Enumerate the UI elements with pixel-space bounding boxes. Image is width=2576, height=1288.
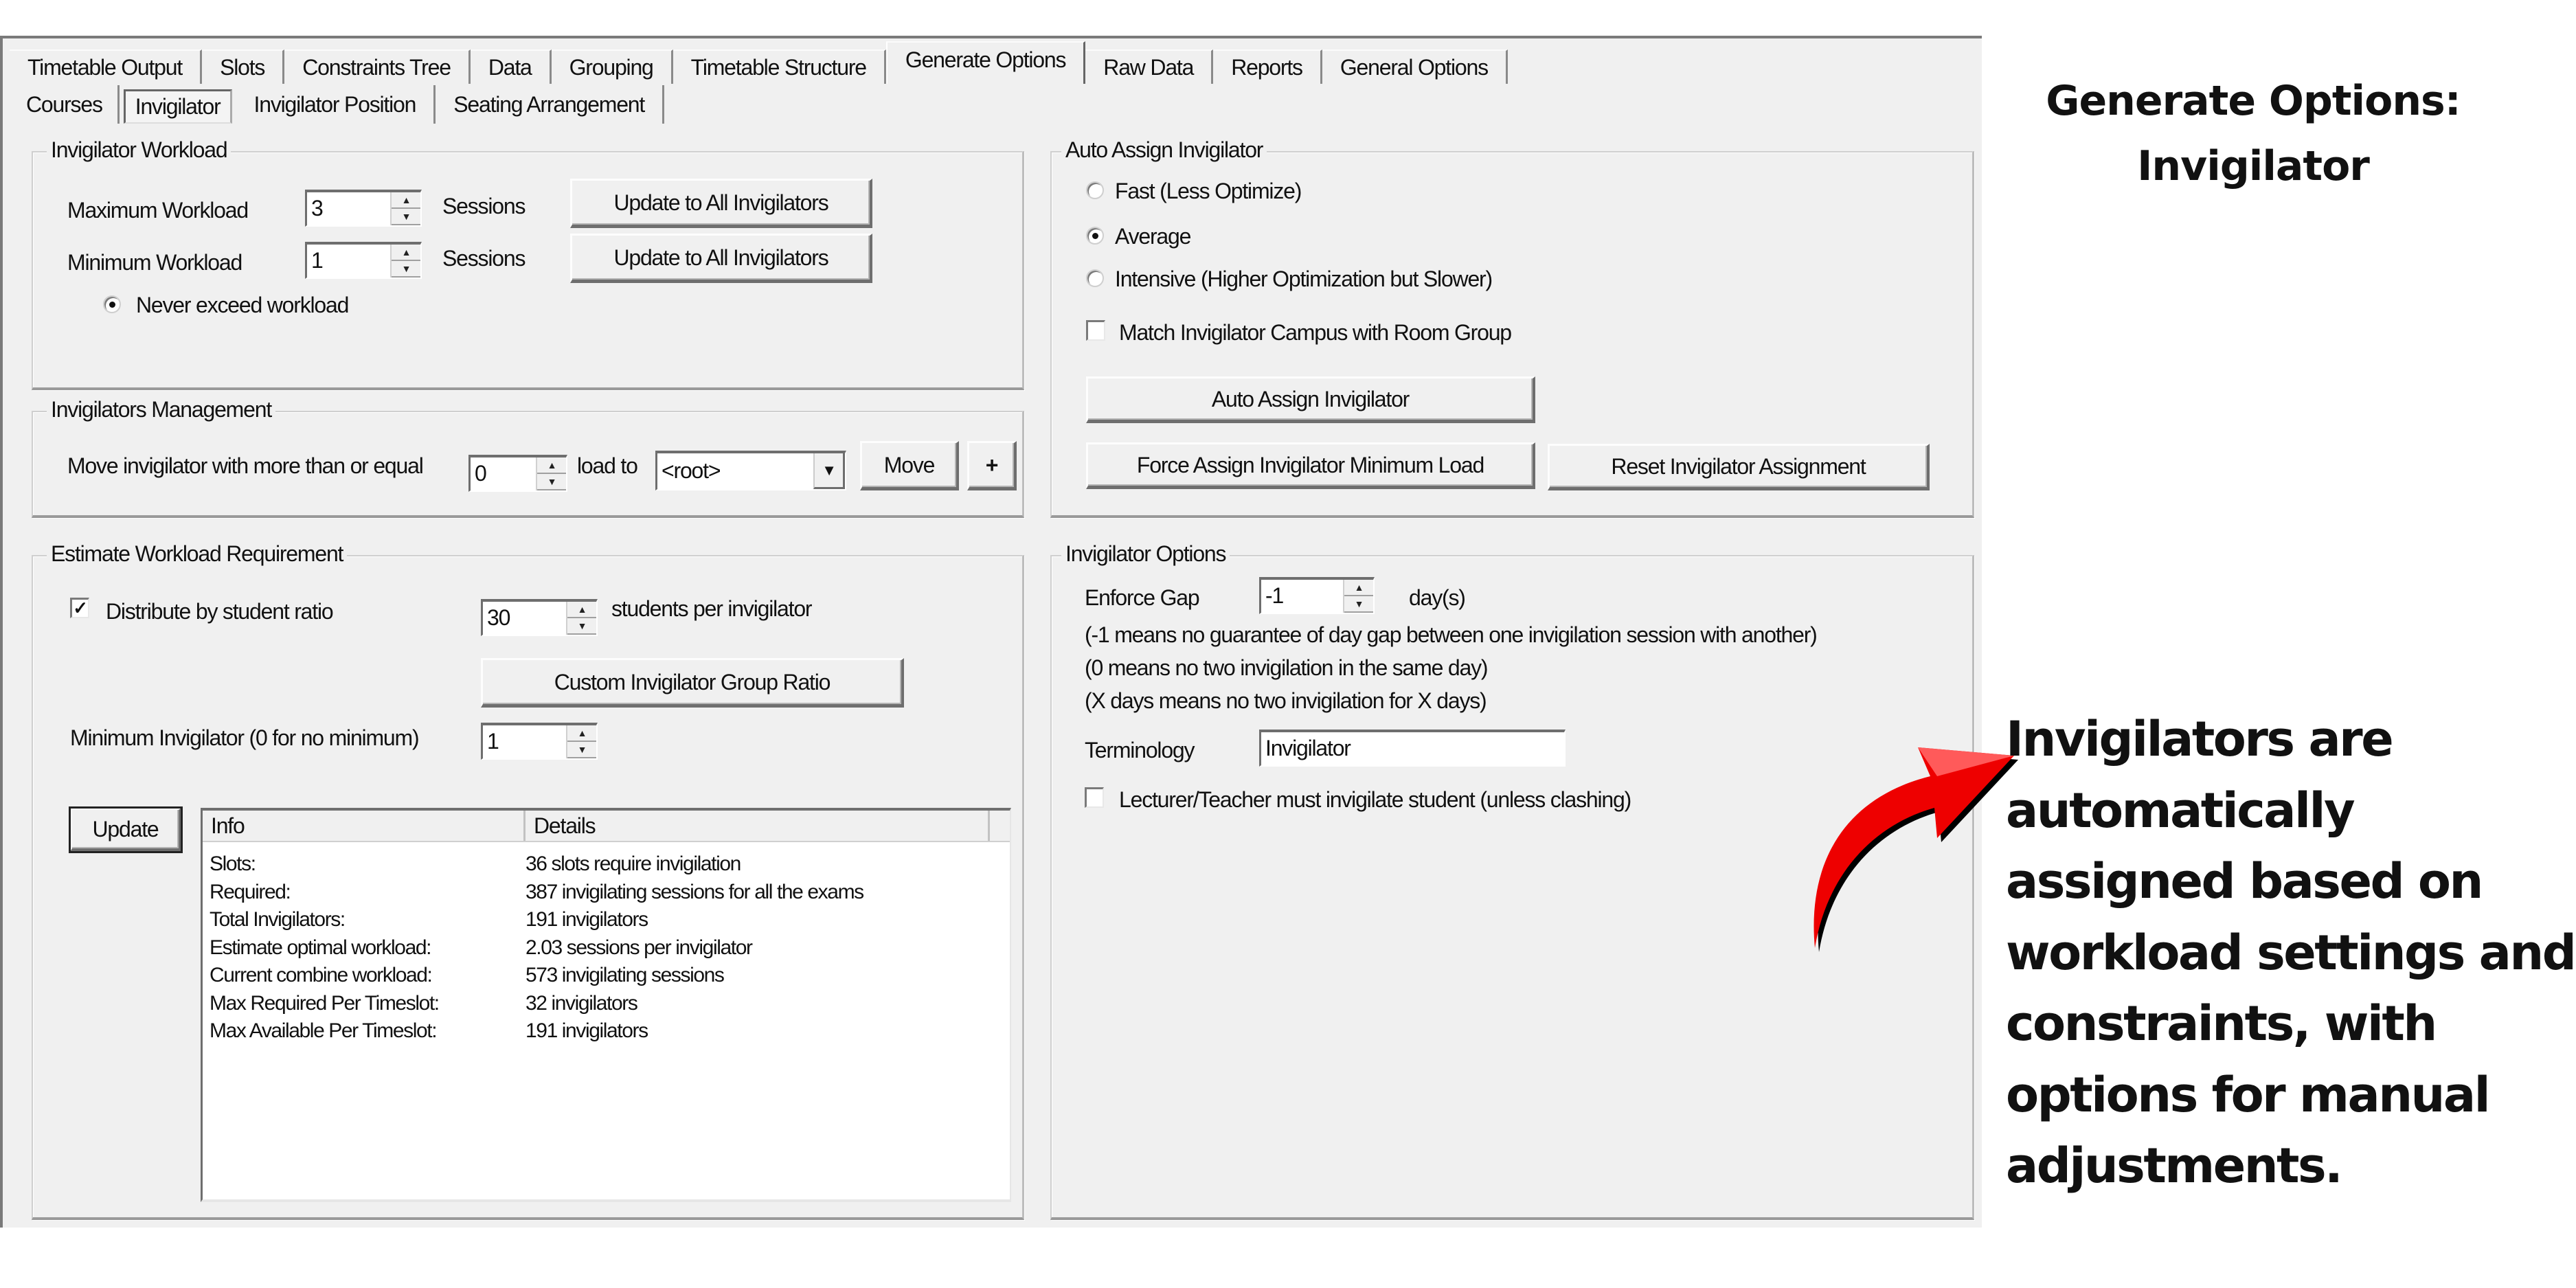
spin-down-icon[interactable]: ▼ — [537, 474, 566, 490]
curved-arrow-icon — [1800, 721, 2033, 955]
never-exceed-radio[interactable] — [103, 295, 121, 313]
fast-mode-label[interactable]: Fast (Less Optimize) — [1115, 179, 1302, 203]
auto-assign-group — [1050, 137, 1974, 518]
average-mode-label[interactable]: Average — [1115, 224, 1191, 249]
spin-down-icon[interactable]: ▼ — [567, 618, 596, 635]
terminology-label: Terminology — [1085, 738, 1195, 762]
student-ratio-stepper[interactable]: 30 ▲ ▼ — [481, 599, 598, 636]
move-button[interactable]: Move — [860, 441, 959, 490]
reset-assignment-button[interactable]: Reset Invigilator Assignment — [1548, 444, 1930, 490]
average-mode-radio[interactable] — [1086, 227, 1104, 245]
spin-down-icon[interactable]: ▼ — [392, 209, 420, 225]
tab-timetable-output[interactable]: Timetable Output — [10, 49, 202, 84]
max-workload-label: Maximum Workload — [67, 198, 248, 223]
enforce-gap-label: Enforce Gap — [1085, 585, 1199, 610]
auto-assign-button[interactable]: Auto Assign Invigilator — [1086, 376, 1535, 423]
tab-timetable-structure[interactable]: Timetable Structure — [673, 49, 886, 84]
table-row[interactable]: Current combine workload: 573 invigilating sessions — [210, 964, 724, 986]
annotation-title: Generate Options: Invigilator — [2046, 77, 2461, 190]
add-button[interactable]: + — [967, 441, 1017, 490]
group-title: Invigilators Management — [47, 397, 275, 422]
sessions-label: Sessions — [442, 194, 526, 218]
update-button[interactable]: Update — [70, 808, 181, 852]
table-row[interactable]: Total Invigilators: 191 invigilators — [210, 908, 648, 931]
min-invigilator-label: Minimum Invigilator (0 for no minimum) — [70, 725, 419, 750]
min-workload-stepper[interactable]: 1 ▲ ▼ — [305, 242, 422, 279]
invigilators-management-group — [32, 397, 1024, 518]
days-unit-label: day(s) — [1409, 585, 1465, 610]
table-row[interactable]: Required: 387 invigilating sessions for all the exams — [210, 880, 863, 903]
distribute-ratio-label[interactable]: Distribute by student ratio — [106, 599, 333, 624]
intensive-mode-radio[interactable] — [1086, 269, 1104, 287]
spin-up-icon[interactable]: ▲ — [567, 725, 596, 742]
estimate-workload-group — [32, 541, 1024, 1220]
spin-up-icon[interactable]: ▲ — [392, 192, 420, 209]
gap-note: (X days means no two invigilation for X days) — [1085, 688, 1487, 713]
tab-invigilator[interactable]: Invigilator — [124, 89, 232, 124]
group-title: Invigilator Options — [1061, 541, 1230, 567]
table-row[interactable]: Slots: 36 slots require invigilation — [210, 852, 741, 875]
match-campus-label[interactable]: Match Invigilator Campus with Room Group — [1119, 320, 1511, 345]
update-max-all-button[interactable]: Update to All Invigilators — [570, 179, 872, 228]
tab-reports[interactable]: Reports — [1213, 49, 1322, 84]
gap-note: (0 means no two invigilation in the same day) — [1085, 655, 1488, 680]
tab-invigilator-position[interactable]: Invigilator Position — [236, 85, 436, 124]
spin-up-icon[interactable]: ▲ — [567, 602, 596, 618]
sessions-label: Sessions — [442, 246, 526, 271]
chevron-down-icon[interactable]: ▼ — [813, 453, 845, 489]
lecturer-must-invigilate-label[interactable]: Lecturer/Teacher must invigilate student (unless clashing) — [1119, 787, 1631, 812]
sub-tab-bar — [5, 84, 664, 124]
fast-mode-radio[interactable] — [1086, 181, 1104, 199]
table-row[interactable]: Estimate optimal workload: 2.03 sessions per invigilator — [210, 936, 752, 959]
tab-raw-data[interactable]: Raw Data — [1085, 49, 1213, 84]
load-to-label: load to — [577, 453, 637, 478]
distribute-ratio-checkbox[interactable]: ✓ — [70, 598, 89, 618]
tab-slots[interactable]: Slots — [202, 49, 284, 84]
update-min-all-button[interactable]: Update to All Invigilators — [570, 234, 872, 283]
app-window — [0, 36, 1982, 1228]
workload-info-table[interactable] — [201, 808, 1011, 1202]
annotation-description: Invigilators are automatically assigned based on workload settings and constraints, with options for manual adjustments. — [2006, 711, 2575, 1194]
column-header-info[interactable]: Info — [203, 811, 526, 841]
spin-down-icon[interactable]: ▼ — [392, 261, 420, 278]
tab-generate-options[interactable]: Generate Options — [886, 41, 1085, 84]
force-assign-min-load-button[interactable]: Force Assign Invigilator Minimum Load — [1086, 442, 1535, 489]
target-group-dropdown[interactable]: <root> ▼ — [655, 451, 846, 490]
group-title: Estimate Workload Requirement — [47, 541, 347, 567]
tab-general-options[interactable]: General Options — [1322, 49, 1508, 84]
tab-data[interactable]: Data — [471, 49, 552, 84]
main-tab-bar — [10, 44, 1508, 84]
table-header — [203, 811, 1010, 842]
lecturer-must-invigilate-checkbox[interactable] — [1085, 787, 1104, 808]
custom-group-ratio-button[interactable]: Custom Invigilator Group Ratio — [481, 658, 904, 708]
group-title: Invigilator Workload — [47, 137, 231, 163]
spin-up-icon[interactable]: ▲ — [537, 457, 566, 474]
spin-up-icon[interactable]: ▲ — [1344, 580, 1373, 596]
table-row[interactable]: Max Available Per Timeslot: 191 invigilators — [210, 1019, 648, 1042]
spin-up-icon[interactable]: ▲ — [392, 245, 420, 261]
load-threshold-stepper[interactable]: 0 ▲ ▼ — [468, 455, 567, 492]
never-exceed-label[interactable]: Never exceed workload — [136, 293, 349, 317]
intensive-mode-label[interactable]: Intensive (Higher Optimization but Slower) — [1115, 267, 1492, 291]
spin-down-icon[interactable]: ▼ — [567, 742, 596, 758]
gap-note: (-1 means no guarantee of day gap between one invigilation session with another) — [1085, 622, 1817, 647]
tab-courses[interactable]: Courses — [5, 85, 120, 124]
tab-grouping[interactable]: Grouping — [552, 49, 673, 84]
max-workload-stepper[interactable]: 3 ▲ ▼ — [305, 190, 422, 227]
match-campus-checkbox[interactable] — [1086, 320, 1105, 341]
invigilator-workload-group — [32, 137, 1024, 390]
column-header-details[interactable]: Details — [526, 811, 990, 841]
min-workload-label: Minimum Workload — [67, 250, 242, 275]
tab-seating-arrangement[interactable]: Seating Arrangement — [436, 85, 664, 124]
enforce-gap-stepper[interactable]: -1 ▲ ▼ — [1259, 577, 1375, 614]
group-title: Auto Assign Invigilator — [1061, 137, 1267, 163]
students-per-invigilator-label: students per invigilator — [611, 596, 812, 621]
spin-down-icon[interactable]: ▼ — [1344, 596, 1373, 613]
move-threshold-label: Move invigilator with more than or equal — [67, 453, 423, 478]
tab-constraints-tree[interactable]: Constraints Tree — [284, 49, 471, 84]
table-row[interactable]: Max Required Per Timeslot: 32 invigilators — [210, 991, 637, 1015]
min-invigilator-stepper[interactable]: 1 ▲ ▼ — [481, 723, 598, 760]
terminology-input[interactable]: Invigilator — [1259, 730, 1566, 767]
